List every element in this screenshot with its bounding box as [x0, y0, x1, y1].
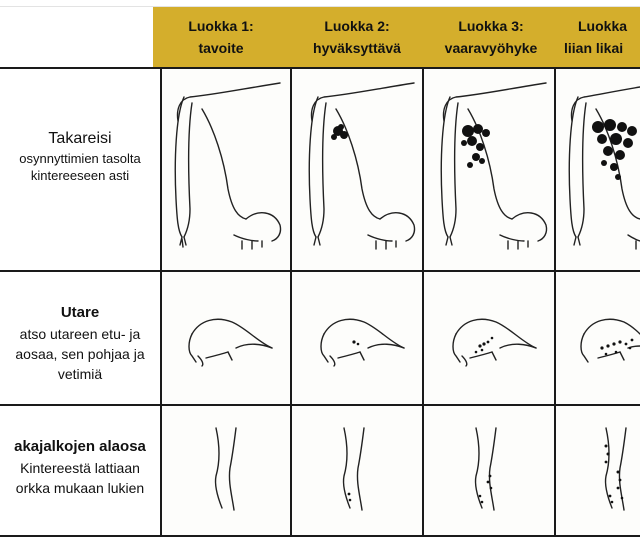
udder-drawing-class-1: [162, 272, 290, 404]
column-header-1-number: Luokka 1:: [188, 18, 254, 34]
udder-drawing-class-4: [556, 272, 640, 404]
row-desc-lower-legs-2: orkka mukaan lukien: [15, 480, 145, 496]
row-desc-udder-1: atso utareen etu- ja: [19, 326, 141, 342]
column-header-2-label: hyväksyttävä: [313, 40, 401, 56]
thigh-drawing-class-4: [556, 69, 640, 270]
column-header-4-label: liian likai: [564, 40, 624, 56]
header-corner: [0, 7, 153, 67]
udder-drawing-class-2: [292, 272, 422, 404]
thigh-drawing-class-2: [292, 69, 422, 270]
lower-leg-drawing-class-1: [162, 406, 290, 535]
row-title-thigh: Takareisi: [48, 130, 112, 147]
lower-leg-drawing-class-3: [424, 406, 554, 535]
lower-leg-drawing-class-4: [556, 406, 640, 535]
row-label-lower-legs: [0, 436, 160, 498]
row-label-udder: [0, 302, 160, 384]
grid-line-table-bottom: [0, 535, 640, 537]
thigh-drawing-class-3: [424, 69, 554, 270]
row-title-lower-legs: akajalkojen alaosa: [14, 438, 146, 455]
column-header-2-number: Luokka 2:: [324, 18, 390, 34]
column-header-3-number: Luokka 3:: [458, 18, 524, 34]
thigh-drawing-class-1: [162, 69, 290, 270]
udder-drawing-class-3: [424, 272, 554, 404]
row-desc-udder-3: vetimiä: [57, 366, 103, 382]
column-header-1: [158, 7, 284, 67]
row-desc-lower-legs-1: Kintereestä lattiaan: [20, 460, 140, 476]
row-desc-thigh-1: osynnyttimien tasolta: [19, 151, 141, 166]
row-desc-udder-2: aosaa, sen pohjaa ja: [15, 346, 145, 362]
column-header-1-label: tavoite: [198, 40, 244, 56]
lower-leg-drawing-class-2: [292, 406, 422, 535]
column-header-4: [560, 7, 640, 67]
row-desc-thigh-2: kintereeseen asti: [30, 168, 130, 183]
row-label-thigh: [0, 128, 160, 184]
column-header-2: [292, 7, 422, 67]
column-header-3: [426, 7, 556, 67]
row-title-udder: Utare: [60, 304, 100, 321]
column-header-3-label: vaaravyöhyke: [444, 40, 538, 56]
column-header-4-number: Luokka: [578, 18, 628, 34]
